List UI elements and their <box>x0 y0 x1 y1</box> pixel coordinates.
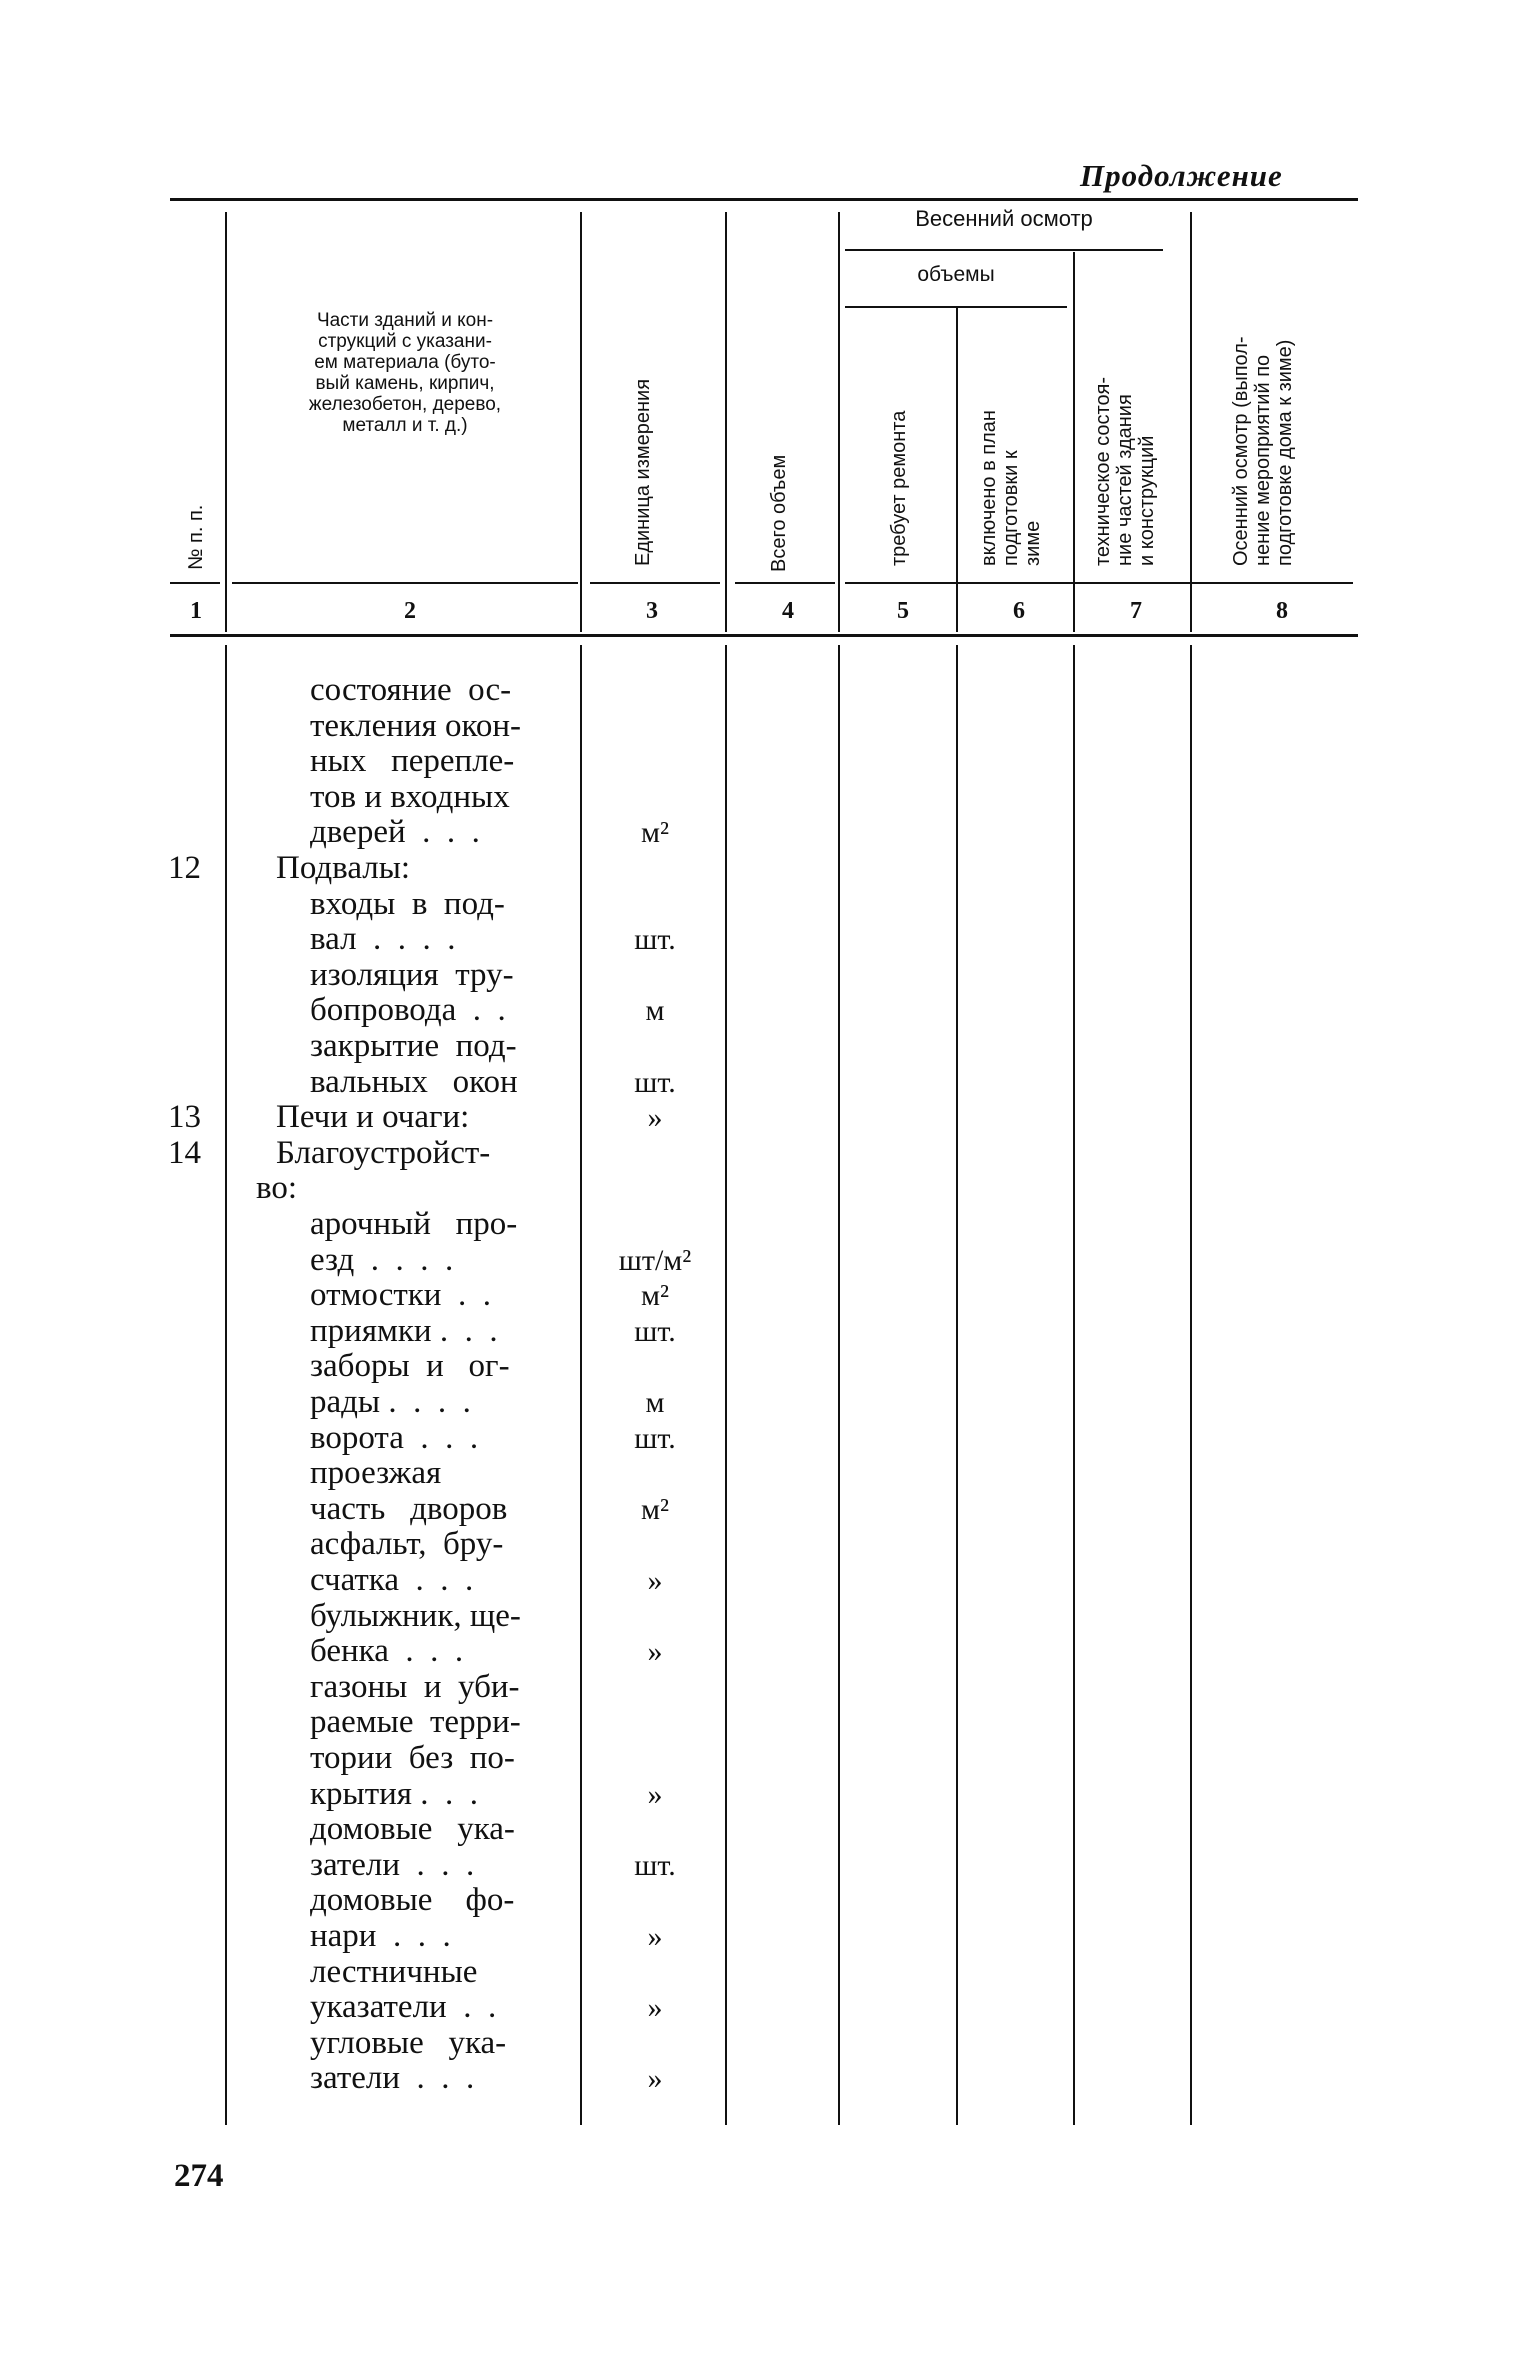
row-text: тов и входных <box>310 779 510 815</box>
row-text: затели . . . <box>310 2060 475 2096</box>
unit-header: Единица измерения <box>632 378 654 566</box>
needs-repair-header: требует ремонта <box>888 410 910 566</box>
hdr-vline-7 <box>1190 212 1192 632</box>
row-text: проезжая <box>310 1455 442 1491</box>
colnum-2: 2 <box>404 598 416 624</box>
row-text: вал . . . . <box>310 921 456 957</box>
row-unit: » <box>647 1778 663 1811</box>
colnum-8: 8 <box>1276 598 1288 624</box>
row-text: раемые терри- <box>310 1704 521 1740</box>
row-unit: м² <box>641 1493 669 1526</box>
spring-header: Весенний осмотр <box>915 206 1093 231</box>
row-unit: м <box>645 994 665 1027</box>
row-unit: » <box>647 1920 663 1953</box>
body-vline-2 <box>580 645 582 2125</box>
row-text: домовые ука- <box>310 1811 515 1847</box>
row-text: во: <box>256 1170 298 1206</box>
row-text: ворота . . . <box>310 1420 479 1456</box>
row-text: булыжник, ще- <box>310 1598 521 1634</box>
continuation-title: Продолжение <box>1080 158 1283 193</box>
row-text: затели . . . <box>310 1847 475 1883</box>
row-text: дверей . . . <box>310 814 480 850</box>
row-text: указатели . . <box>310 1989 497 2025</box>
row-text: бенка . . . <box>310 1633 464 1669</box>
col5-8-header-underline <box>845 582 1353 584</box>
row-unit: » <box>647 2062 663 2095</box>
row-text: приямки . . . <box>310 1313 498 1349</box>
included-header: включено в план подготовки к зиме <box>978 410 1044 566</box>
row-text: асфальт, бру- <box>310 1526 504 1562</box>
colnum-6: 6 <box>1013 598 1025 624</box>
row-text: закрытие под- <box>310 1028 517 1064</box>
total-header: Всего объем <box>768 454 790 572</box>
row-unit: м² <box>641 1279 669 1312</box>
body-vline-3 <box>725 645 727 2125</box>
row-unit: » <box>647 1101 663 1134</box>
hdr-vline-3 <box>725 212 727 632</box>
row-unit: м <box>645 1386 665 1419</box>
row-text: отмостки . . <box>310 1277 491 1313</box>
row-text: входы в под- <box>310 886 505 922</box>
colnum-4: 4 <box>782 598 794 624</box>
row-unit: шт. <box>634 1849 676 1882</box>
volumes-header: объемы <box>917 263 995 286</box>
row-text: часть дворов <box>310 1491 508 1527</box>
row-text: состояние ос- <box>310 672 512 708</box>
row-number: 12 <box>168 850 201 886</box>
row-unit: шт/м² <box>618 1244 692 1277</box>
row-text: домовые фо- <box>310 1882 515 1918</box>
row-unit: шт. <box>634 1315 676 1348</box>
colnum-7: 7 <box>1130 598 1142 624</box>
row-unit: шт. <box>634 923 676 956</box>
row-text: тории без по- <box>310 1740 515 1776</box>
col2-header-underline <box>232 582 578 584</box>
hdr-vline-5 <box>956 308 958 632</box>
parts-header: Части зданий и кон- струкций с указани- ем материала (буто- вый камень, кирпич, железобетон, дерево, металл и т. д.) <box>308 310 502 436</box>
row-text: изоляция тру- <box>310 957 514 993</box>
body-vline-7 <box>1190 645 1192 2125</box>
row-number: 14 <box>168 1135 201 1171</box>
row-text: вальных окон <box>310 1064 518 1100</box>
row-text: бопровода . . <box>310 992 506 1028</box>
row-text: рады . . . . <box>310 1384 471 1420</box>
hdr-vline-2 <box>580 212 582 632</box>
col4-header-underline <box>735 582 835 584</box>
row-unit: » <box>647 1564 663 1597</box>
row-unit: » <box>647 1635 663 1668</box>
body-vline-4 <box>838 645 840 2125</box>
tech-state-header: техническое состоя- ние частей здания и конструкций <box>1092 376 1158 566</box>
row-text: Благоустройст- <box>276 1135 491 1171</box>
col3-header-underline <box>590 582 720 584</box>
row-text: ных перепле- <box>310 743 515 779</box>
spring-underline <box>845 249 1163 251</box>
row-text: газоны и уби- <box>310 1669 520 1705</box>
body-vline-1 <box>225 645 227 2125</box>
hdr-vline-1 <box>225 212 227 632</box>
row-text: нари . . . <box>310 1918 451 1954</box>
row-text: заборы и ог- <box>310 1348 510 1384</box>
row-text: Печи и очаги: <box>276 1099 470 1135</box>
header-bottom-rule <box>170 634 1358 637</box>
colnum-3: 3 <box>646 598 658 624</box>
row-text: Подвалы: <box>276 850 411 886</box>
hdr-vline-4 <box>838 212 840 632</box>
row-text: крытия . . . <box>310 1776 478 1812</box>
hdr-vline-6 <box>1073 252 1075 632</box>
row-text: угловые ука- <box>310 2025 507 2061</box>
table-top-rule <box>170 198 1358 201</box>
row-unit: шт. <box>634 1422 676 1455</box>
colnum-5: 5 <box>897 598 909 624</box>
col1-header-underline <box>170 582 220 584</box>
row-text: счатка . . . <box>310 1562 474 1598</box>
row-text: арочный про- <box>310 1206 518 1242</box>
body-vline-6 <box>1073 645 1075 2125</box>
row-unit: шт. <box>634 1066 676 1099</box>
row-text: езд . . . . <box>310 1242 454 1278</box>
row-unit: м² <box>641 816 669 849</box>
autumn-header: Осенний осмотр (выпол- нение мероприятий по подготовке дома к зиме) <box>1230 336 1296 566</box>
row-text: лестничные <box>310 1954 478 1990</box>
row-text: текления окон- <box>310 708 521 744</box>
row-unit: » <box>647 1991 663 2024</box>
page-number: 274 <box>174 2158 224 2194</box>
body-vline-5 <box>956 645 958 2125</box>
colnum-1: 1 <box>190 598 202 624</box>
num-header: № п. п. <box>185 504 207 570</box>
row-number: 13 <box>168 1099 201 1135</box>
